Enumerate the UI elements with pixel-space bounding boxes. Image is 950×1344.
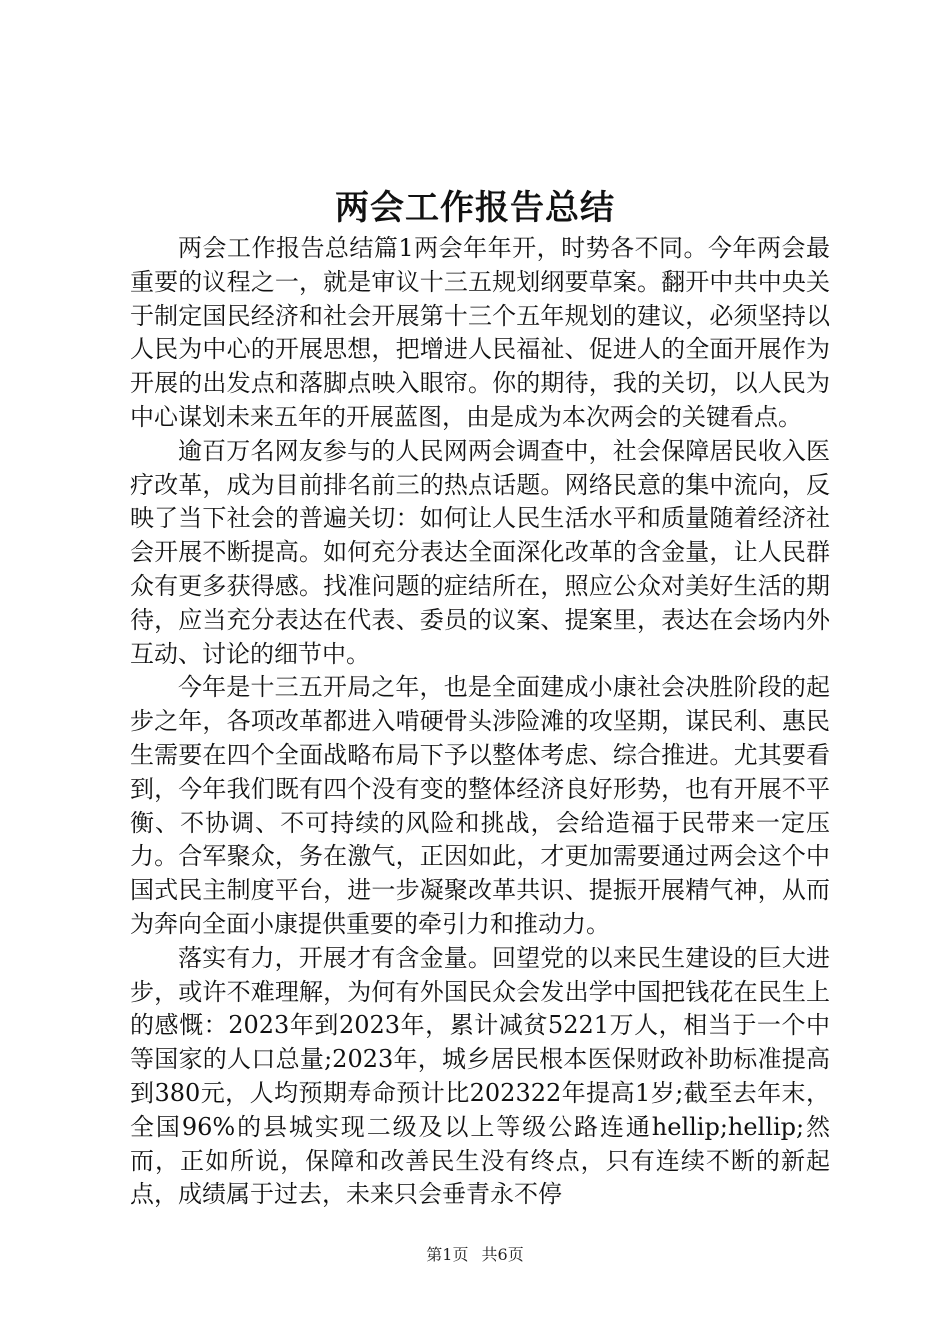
paragraph: 今年是十三五开局之年，也是全面建成小康社会决胜阶段的起步之年，各项改革都进入啃硬骨头涉险滩的攻坚期，谋民利、惠民生需要在四个全面战略布局下予以整体考虑、综合推进。尤其要看到，今年我们既有四个没有变的整体经济良好形势，也有开展不平衡、不协调、不可持续的风险和挑战，会给造福于民带来一定压力。合军聚众，务在激气，正因如此，才更加需要通过两会这个中国式民主制度平台，进一步凝聚改革共识、提振开展精气神，从而为奔向全面小康提供重要的牵引力和推动力。 — [130, 673, 830, 938]
page-number: 第1页 — [426, 1245, 469, 1264]
document-title: 两会工作报告总结 — [335, 188, 615, 228]
paragraph: 两会工作报告总结篇1两会年年开，时势各不同。今年两会最重要的议程之一，就是审议十三五规划纲要草案。翻开中共中央关于制定国民经济和社会开展第十三个五年规划的建议，必须坚持以人民为中心的开展思想，把增进人民福祉、促进人的全面开展作为开展的出发点和落脚点映入眼帘。你的期待，我的关切，以人民为中心谋划未来五年的开展蓝图，由是成为本次两会的关键看点。 — [130, 234, 830, 431]
paragraph: 逾百万名网友参与的人民网两会调查中，社会保障居民收入医疗改革，成为目前排名前三的热点话题。网络民意的集中流向，反映了当下社会的普遍关切：如何让人民生活水平和质量随着经济社会开展不断提高。如何充分表达全面深化改革的含金量，让人民群众有更多获得感。找准问题的症结所在，照应公众对美好生活的期待，应当充分表达在代表、委员的议案、提案里，表达在会场内外互动、讨论的细节中。 — [130, 436, 830, 668]
page-footer — [0, 1244, 950, 1266]
page-total: 共6页 — [481, 1245, 524, 1264]
document-body — [130, 232, 830, 1212]
paragraph: 落实有力，开展才有含金量。回望党的以来民生建设的巨大进步，或许不难理解，为何有外国民众会发出学中国把钱花在民生上的感慨：2023年到2023年，累计减贫5221万人，相当于一个中等国家的人口总量;2023年，城乡居民根本医保财政补助标准提高到380元，人均预期寿命预计比202322年提高1岁;截至去年末，全国96%的县城实现二级及以上等级公路连通hellip;hellip;然而，正如所说，保障和改善民生没有终点，只有连续不断的新起点，成绩属于过去，未来只会垂青永不停 — [130, 943, 830, 1209]
